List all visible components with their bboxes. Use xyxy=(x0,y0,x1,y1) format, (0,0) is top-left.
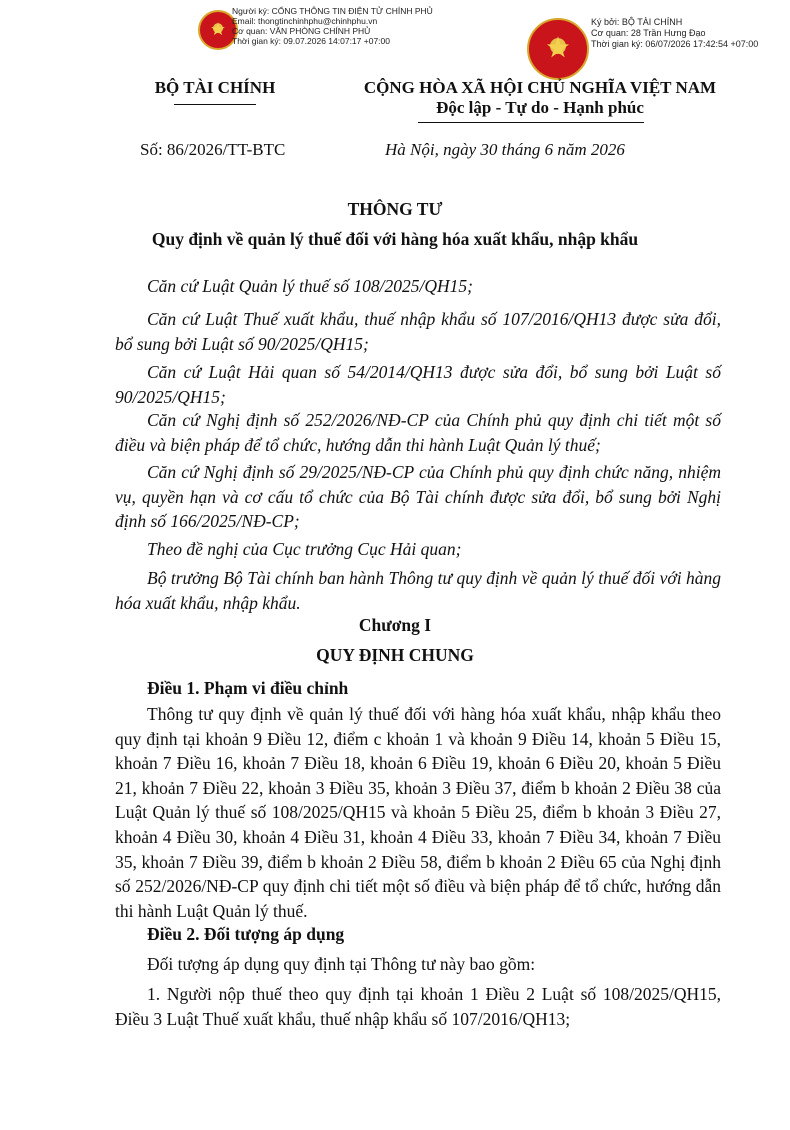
left-agency: Cơ quan: VĂN PHÒNG CHÍNH PHỦ xyxy=(232,26,371,36)
preamble-1: Căn cứ Luật Quản lý thuế số 108/2025/QH15; xyxy=(147,276,473,296)
article-2-intro: Đối tượng áp dụng quy định tại Thông tư này bao gồm: xyxy=(147,954,536,974)
right-seal-emblem xyxy=(527,18,589,80)
national-motto: Độc lập - Tự do - Hạnh phúc xyxy=(436,98,644,117)
place-and-date: Hà Nội, ngày 30 tháng 6 năm 2026 xyxy=(385,140,625,159)
country-name: CỘNG HÒA XÃ HỘI CHỦ NGHĨA VIỆT NAM xyxy=(363,78,717,97)
document-subject: Quy định về quản lý thuế đối với hàng hóa xuất khẩu, nhập khẩu xyxy=(151,229,639,249)
preamble-5: Căn cứ Nghị định số 29/2025/NĐ-CP của Chính phủ quy định chức năng, nhiệm vụ, quyền hạn và cơ cấu tổ chức của Bộ Tài chính được sửa đổi, bổ sung bởi Nghị định số 166/2025/NĐ-CP; xyxy=(115,462,721,532)
chapter-name: QUY ĐỊNH CHUNG xyxy=(316,645,474,665)
article-1-heading: Điều 1. Phạm vi điều chỉnh xyxy=(147,678,349,698)
left-signature-block xyxy=(232,6,482,46)
article-1-body: Thông tư quy định về quản lý thuế đối với hàng hóa xuất khẩu, nhập khẩu theo quy định tại khoản 9 Điều 12, điểm c khoản 1 và khoản 9 Điều 14, khoản 5 Điều 15, khoản 7 Điều 16, khoản 7 Điều 18, khoản 6 Điều 19, khoản 6 Điều 20, khoản 5 Điều 21, khoản 7 Điều 22, khoản 3 Điều 35, khoản 3 Điều 37, điểm b khoản 2 Điều 38 của Luật Quản lý thuế số 108/2025/QH15 và khoản 5 Điều 25, điểm b khoản 3 Điều 27, khoản 4 Điều 30, khoản 4 Điều 31, khoản 4 Điều 33, khoản 7 Điều 34, khoản 7 Điều 35, khoản 7 Điều 39, điểm b khoản 2 Điều 58, điểm b khoản 2 Điều 65 của Nghị định số 252/2026/NĐ-CP quy định chi tiết một số điều và biện pháp để tổ chức, hướng dẫn thi hành Luật Quản lý thuế. xyxy=(115,704,721,921)
ministry-name: BỘ TÀI CHÍNH xyxy=(154,78,276,97)
right-sign-time: Thời gian ký: 06/07/2026 17:42:54 +07:00 xyxy=(591,39,759,49)
left-email: Email: thongtinchinhphu@chinhphu.vn xyxy=(232,16,378,26)
right-signature-block xyxy=(591,17,786,50)
preamble-3: Căn cứ Luật Hải quan số 54/2014/QH13 được sửa đổi, bổ sung bởi Luật số 90/2025/QH15; xyxy=(115,362,721,407)
preamble-2: Căn cứ Luật Thuế xuất khẩu, thuế nhập khẩu số 107/2016/QH13 được sửa đổi, bổ sung bởi Luật số 90/2025/QH15; xyxy=(115,309,721,354)
article-2-item-1: 1. Người nộp thuế theo quy định tại khoản 1 Điều 2 Luật số 108/2025/QH15, Điều 3 Luật Thuế xuất khẩu, thuế nhập khẩu số 107/2016/QH13; xyxy=(115,984,721,1029)
document-type: THÔNG TƯ xyxy=(347,199,443,219)
chapter-number: Chương I xyxy=(358,615,432,635)
article-2-heading: Điều 2. Đối tượng áp dụng xyxy=(147,924,345,944)
motto-underline xyxy=(418,122,644,123)
right-agency: Cơ quan: 28 Trần Hưng Đạo xyxy=(591,28,706,38)
right-signer: Ký bởi: BỘ TÀI CHÍNH xyxy=(591,17,683,27)
ministry-underline xyxy=(174,104,256,105)
left-signer: Người ký: CỔNG THÔNG TIN ĐIỆN TỬ CHÍNH PHỦ xyxy=(232,6,433,16)
preamble-7: Bộ trưởng Bộ Tài chính ban hành Thông tư quy định về quản lý thuế đối với hàng hóa xuất khẩu, nhập khẩu. xyxy=(115,568,721,613)
document-number: Số: 86/2026/TT-BTC xyxy=(140,140,286,159)
preamble-4: Căn cứ Nghị định số 252/2026/NĐ-CP của Chính phủ quy định chi tiết một số điều và biện pháp để tổ chức, hướng dẫn thi hành Luật Quản lý thuế; xyxy=(115,410,721,455)
preamble-6: Theo đề nghị của Cục trưởng Cục Hải quan; xyxy=(147,539,462,559)
left-sign-time: Thời gian ký: 09.07.2026 14:07:17 +07:00 xyxy=(232,36,390,46)
